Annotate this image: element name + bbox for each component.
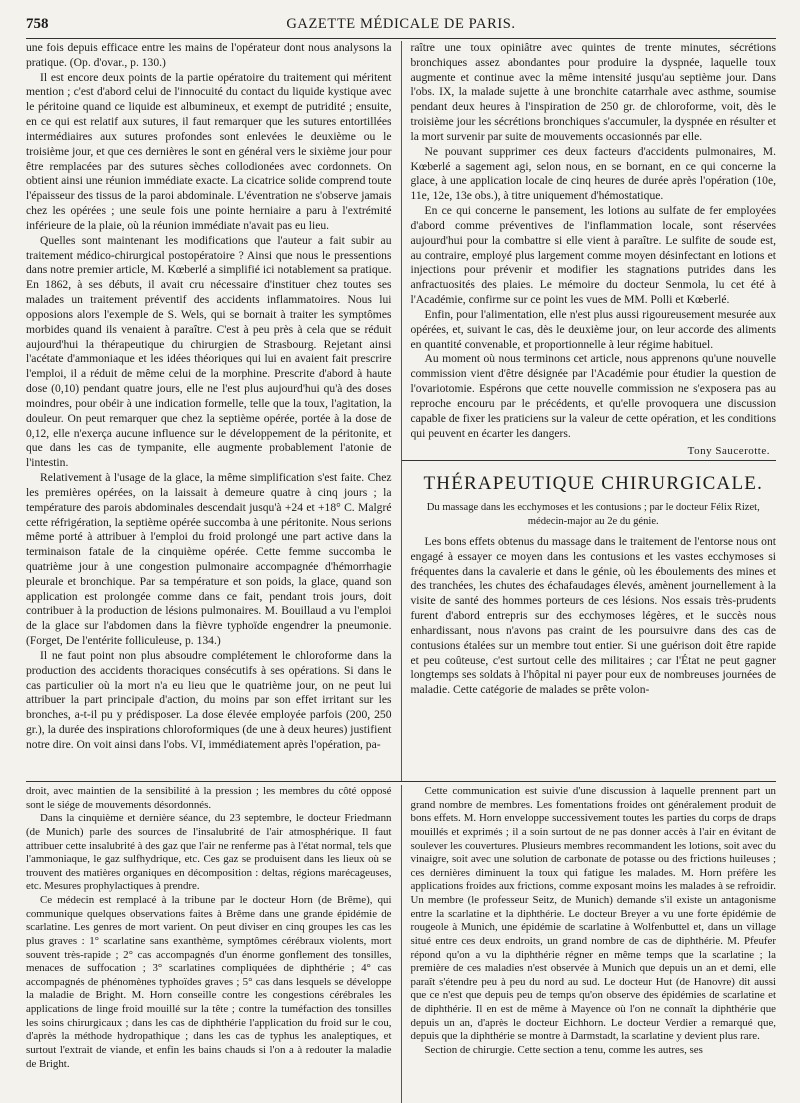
page-number: 758	[26, 16, 49, 32]
left-column	[26, 41, 402, 781]
paragraph: Cette communication est suivie d'une discussion à laquelle prennent part un grand nombre de membres. Les fomentations froides ont généralement produit de bons effets. M. Horn enveloppe successivement toutes les parties du corps de draps mouillés et exprimés ; il a soin surtout de ne pas donner accès à l'air en évitant de soulever les couvertures. Plusieurs membres recommandent les lotions, soit avec du vinaigre, soit avec une solution de carbonate de potasse ou des frictions huileuses ; ces dernières diminuent la toux qui fatigue les malades. M. Horn préfère les applications froides aux frictions, comme exposant moins les malades à se refroidir. Un membre (le professeur Seitz, de Munich) demande s'il existe un antagonisme entre la scarlatine et la diphthérie. Le docteur Breyer a vu une forte épidémie de rougeole à Munich, une épidémie de scarlatine à Wolfenbuttel et, dans un village situé entre ces deux endroits, un grand nombre de cas de diphthérie. M. Pfeufer répond qu'on a vu la diphthérie régner en même temps que la scarlatine ; la première de ces maladies n'est observée à Munich que depuis un an et demi, elle paraît s'étendre peu à peu du nord au sud. Le docteur Hut (de Hanovre) dit aussi que ce n'est que depuis peu de temps qu'on observe des épidémies de scarlatine et de diphthérie. Il en est de même à Mayence où l'on ne connaît la diphthérie que depuis un an, d'après le docteur Eichhorn. Le docteur Verdier a remarqué que, depuis que la diphthérie se montre à Darmstadt, la scarlatine y devient plus rare.	[410, 785, 776, 1043]
paragraph: Quelles sont maintenant les modifications que l'auteur a fait subir au traitement médico-chirurgical postopératoire ? Ainsi que nous le pressentions dans notre premier article, M. Kœberlé a simplifié ici notablement sa pratique. En 1862, à ses débuts, il avait cru nécessaire d'instituer chez toutes ses malades un traitement préventif des accidents inflammatoires. Nous lui opposions alors l'exemple de S. Wels, qui se bornait à traiter les symptômes morbides quand ils venaient à paraître. C'est à peu près à cela que se réduit aujourd'hui la thérapeutique du chirurgien de Strasbourg. Rejetant ainsi l'acétate d'ammoniaque et les idées théoriques qui lui en avaient fait prescrire l'emploi, il a réduit de même celui de la morphine. Prescrite d'abord à haute dose (0,10) pendant quatre jours, elle ne l'est plus aujourd'hui qu'à des doses moindres, pour obéir à une indication formelle, telle que la toux, l'agitation, la douleur. On peut remarquer que chez la septième opérée, portée à la dose de 0,12, elle n'exerça aucune influence sur le développement de la péritonite, et que dans les cas de tympanite, elle augmente probablement l'atonie de l'intestin.	[26, 233, 392, 470]
paragraph: Enfin, pour l'alimentation, elle n'est plus aussi rigoureusement mesurée aux opérées, et, suivant le cas, dès le deuxième jour, on leur accorde des aliments en quantité convenable, et proportionnelle à leur régime habituel.	[410, 307, 776, 351]
paragraph: En ce qui concerne le pansement, les lotions au sulfate de fer employées d'abord comme préventives de l'inflammation locale, sont réservées aujourd'hui pour la combattre si elle vient à paraître. Le sulfite de soude est, au contraire, employé plus largement comme moyen désinfectant en lotions et injections pour prévenir et modifier les stagnations putrides dans les anfractuosités des plaies. Le mémoire du docteur Senmola, lu cet été à l'Académie, confirme sur ce point les vues de MM. Polli et Kœberlé.	[410, 204, 776, 307]
paragraph: Relativement à l'usage de la glace, la même simplification s'est faite. Chez les premières opérées, on la laissait à demeure quatre à cinq jours ; la température des parois abdominales descendait jusqu'à +24 et +18° C. Malgré cette réfrigération, la septième opérée succomba à une péritonite. Nous serions même porté à attribuer à l'emploi du froid prolongé une part active dans la terminaison fatale de la cinquième opérée. Cette femme succomba le quatrième jour à une congestion pulmonaire accompagnée d'hémorrhagie pleurale et bronchique. Par sa température et son poids, la glace, quand son application est prolongée comme dans ce fait, pendant trois jours, doit contribuer à la production de lésions pulmonaires. M. Bouillaud a vu l'emploi de la glace sur l'abdomen dans la fièvre typhoïde engendrer la pneumonie. (Forget, De l'entérite folliculeuse, p. 134.)	[26, 471, 392, 648]
paragraph: Ce médecin est remplacé à la tribune par le docteur Horn (de Brême), qui communique quelques observations faites à Brême dans une grande épidémie de scarlatine. Les genres de mort varient. On peut diviser en cinq groupes les cas les plus graves : 1° scarlatine sans exanthème, symptômes cérébraux violents, mort souvent très-rapide ; 2° cas accompagnés d'un énorme gonflement des tonsilles, menaces de suffocation ; 3° scarlatines compliquées de diphthérie ; 4° cas accompagnés de phénomènes typhoïdes graves ; 5° cas dans lesquels se développe la maladie de Bright. M. Horn conseille contre les congestions cérébrales les applications de linge froid mouillé sur la tête ; contre la tuméfaction des tonsilles les soins chirurgicaux ; dans les cas de diphthérie l'application du froid sur le cou, d'après la méthode hydropathique ; dans les cas de typhus les analeptiques, et surtout l'extrait de viande, et enfin les bains chauds si l'on a à redouter la maladie de Bright.	[26, 894, 392, 1070]
paragraph: Ne pouvant supprimer ces deux facteurs d'accidents pulmonaires, M. Kœberlé a sagement agi, selon nous, en se bornant, en ce qui concerne la glace, à une application locale de cinq heures de durée après l'opération (10e, 11e, 12e, 13e obs.), à titre uniquement d'hémostatique.	[410, 144, 776, 203]
page-header	[26, 14, 776, 39]
paragraph: Il est encore deux points de la partie opératoire du traitement qui méritent mention ; c'est d'abord celui de l'innocuité du contact du liquide kystique avec le péritoine quand ce liquide est albumineux, et exempt de putridité ; ensuite, en ce qui est relatif aux sutures, il faut remarquer que les sutures entortillées intermédiaires aux sutures profondes sont enlevées le deuxième ou le troisième jour, et que ces dernières le sont en général vers le sixième jour pour être remplacées par des sutures sèches collodionées avec cordonnets. On obtient ainsi une réunion immédiate exacte. La cicatrice solide comprend toute l'épaisseur des tissus de la paroi abdominale. L'éventration ne s'observe jamais chez les opérées ; une seule fois une pointe herniaire a paru à l'extrémité inférieure de la plaie, où la réunion immédiate n'avait pas eu lieu.	[26, 70, 392, 232]
paragraph: raître une toux opiniâtre avec quintes de trente minutes, sécrétions bronchiques assez abondantes pour produire la dyspnée, laquelle toux augmente et continue avec la même intensité jusqu'au septième jour. Dans l'obs. IX, la malade sujette à une bronchite catarrhale avec asthme, soumise pendant deux heures à l'inspiration de 250 gr. de chloroforme, voit, dès le troisième jour les sécrétions bronchiques s'accumuler, la dyspnée en résulter et la mort survenir par suite de mouvements occasionnés par elle.	[410, 41, 776, 143]
paragraph: droit, avec maintien de la sensibilité à la pression ; les membres du côté opposé sont le siége de mouvements désordonnés.	[26, 785, 392, 811]
paragraph: Les bons effets obtenus du massage dans le traitement de l'entorse nous ont engagé à essayer ce moyen dans les contusions et les vastes ecchymoses si fréquentes dans la cavalerie et dans le génie, où les éboulements des mines et des tranchées, les chutes des échafaudages élevés, amènent journellement à la visite de santé des hommes porteurs de ces lésions. Nos essais très-prudents furent d'abord entrepris sur des ecchymoses légères, et le succès nous enhardissant, nous n'avons pas craint de les poursuivre dans des cas de contusions étalées sur un membre tout entier. Si une guérison doit être rapide et peu coûteuse, c'est surtout celle des militaires ; car l'État ne peut gagner longtemps ses soldats à l'hôpital ni payer pour eux de nombreuses journées de maladie. Cette catégorie de malades se prête volon-	[410, 534, 776, 697]
article-columns	[26, 41, 776, 782]
lower-left-column	[26, 785, 402, 1103]
author-signature: Tony Saucerotte.	[687, 445, 770, 458]
section-subtitle: Du massage dans les ecchymoses et les contusions ; par le docteur Félix Rizet, médecin-major au 2e du génie.	[426, 502, 760, 528]
journal-title: GAZETTE MÉDICALE DE PARIS.	[286, 16, 516, 32]
paragraph: une fois depuis efficace entre les mains de l'opérateur dont nous analysons la pratique. (Op. d'ovar., p. 130.)	[26, 41, 392, 69]
right-column	[402, 41, 777, 781]
paragraph: Il ne faut point non plus absoudre complétement le chloroforme dans la production des accidents thoraciques consécutifs à ses opérations. Si dans le cas particulier où la mort n'a eu lieu que le quatrième jour, on ne peut lui attribuer la part principale d'action, du moins par son effet irritant sur les bronches, a-t-il pu y prédisposer. La dose élevée employée parfois (200, 250 gr.), la durée des inspirations chloroformiques (de une à deux heures) justifient notre dire. On voit ainsi dans l'obs. VI, immédiatement après l'opération, pa-	[26, 648, 392, 751]
lower-right-column	[402, 785, 777, 1103]
paragraph: Section de chirurgie. Cette section a tenu, comme les autres, ses	[424, 1043, 703, 1056]
paragraph: Au moment où nous terminons cet article, nous apprenons qu'une nouvelle commission vient d'être désignée par l'Académie pour étudier la question de l'ovariotomie. Espérons que cette nouvelle commission ne s'exposera pas au reproche encouru par le précédents, et qu'elle provoquera une discussion capable de fixer les praticiens sur la valeur de cette opération, et les conditions qui peuvent en écarter les dangers.	[410, 352, 776, 440]
lower-columns	[26, 785, 776, 1103]
section-divider	[402, 460, 777, 461]
section-title: THÉRAPEUTIQUE CHIRURGICALE.	[423, 473, 764, 495]
paragraph: Dans la cinquième et dernière séance, du 23 septembre, le docteur Friedmann (de Munich) parle des sources de l'insalubrité de l'air atmosphérique. Il faut attribuer cette insalubrité à des gaz que l'air ne renferme pas à l'état normal, tels que l'ammoniaque, le gaz sulfhydrique, etc. Ces gaz se produisent dans les lieux où se trouvent des matières organiques en décomposition : deltas, régions marécageuses, etc. Mesures prophylactiques à prendre.	[26, 812, 392, 893]
